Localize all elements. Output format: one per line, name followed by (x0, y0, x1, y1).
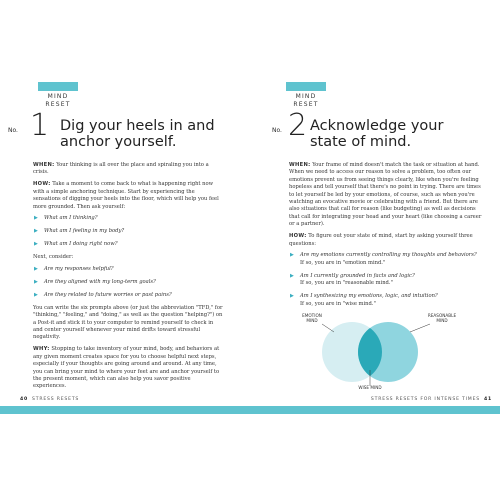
section-kicker (38, 93, 78, 108)
bottom-accent-bar (0, 406, 500, 414)
number-label: No. (8, 127, 18, 134)
kicker-line-1: MIND (47, 93, 69, 100)
triangle-bullet-icon: ▶ (290, 293, 294, 300)
page-number: 40 (20, 397, 28, 402)
emotion-mind-label-2: MIND (306, 318, 318, 323)
list-item: ▶ Are my responses helpful? (34, 266, 114, 273)
reset-number: 1 (30, 108, 50, 143)
reset-body (289, 162, 483, 313)
why-paragraph: WHY: Stopping to take inventory of your mind, body, and behaviors at any given moment creates space for you to choose helpful next steps, especially if your thoughts are going around and around. At any time, you can bring your mind to where your feet are and anchor yourself to the present moment, which can also help you savor positive experiences. (33, 346, 220, 390)
reset-title: Dig your heels in and anchor yourself. (60, 118, 215, 150)
list-item: ▶ What am I feeling in my body? (34, 228, 125, 235)
running-footer: STRESS RESETS FOR INTENSE TIMES (370, 397, 480, 402)
triangle-bullet-icon: ▶ (290, 252, 294, 259)
page-footer (20, 397, 79, 402)
section-tab (286, 82, 326, 91)
kicker-line-2: RESET (293, 100, 319, 108)
emotion-mind-label: EMOTION (302, 313, 322, 318)
list-item: ▶ Are they related to future worries or past pains? (34, 291, 172, 298)
reasonable-mind-pointer (410, 324, 430, 332)
question-list (33, 215, 223, 248)
list-item: ▶ Are my emotions currently controlling my thoughts and behaviors? If so, you are in "emotion mind." (290, 252, 477, 266)
reasonable-mind-label: REASONABLE (427, 313, 457, 318)
number-label: No. (272, 127, 282, 134)
triangle-bullet-icon: ▶ (290, 272, 294, 279)
reset-title: Acknowledge your state of mind. (310, 118, 444, 150)
triangle-bullet-icon: ▶ (34, 266, 38, 273)
list-item: ▶ Are they aligned with my long-term goals? (34, 278, 156, 285)
when-paragraph: WHEN: Your thinking is all over the place and spiraling you into a crisis. (33, 162, 209, 176)
how-paragraph: HOW: Take a moment to come back to what is happening right now with a simple anchoring technique. Start by experiencing the sensations of digging your heels into the floor, which will help you feel more grounded. Then ask yourself: (33, 181, 219, 210)
next-paragraph: Next, consider: (33, 254, 74, 261)
kicker-line-1: MIND (295, 93, 317, 100)
how-paragraph: HOW: To figure out your state of mind, start by asking yourself three questions: (289, 233, 473, 247)
list-item: ▶ Am I synthesizing my emotions, logic, and intuition? If so, you are in "wise mind." (290, 293, 438, 307)
triangle-bullet-icon: ▶ (34, 228, 38, 235)
triangle-bullet-icon: ▶ (34, 291, 38, 298)
running-footer: STRESS RESETS (32, 397, 80, 402)
triangle-bullet-icon: ▶ (34, 278, 38, 285)
state-of-mind-venn-diagram (260, 310, 492, 390)
kicker-line-2: RESET (45, 100, 71, 108)
tfd-paragraph: You can write the six prompts above (or just the abbreviation "TFD," for "thinking," "feeling," and "doing," as well as the question "helping?") on a Post-it and stick it to your computer to remind yourself to check in and center yourself whenever your mind drifts toward stressful negativity. (33, 304, 223, 341)
section-kicker (286, 93, 326, 108)
question-list (33, 266, 223, 299)
section-tab (38, 82, 78, 91)
reasonable-mind-label-2: MIND (436, 318, 448, 323)
list-item: ▶ What am I thinking? (34, 215, 98, 222)
page-number: 41 (484, 397, 492, 402)
page-footer (371, 397, 492, 402)
list-item: ▶ What am I doing right now? (34, 241, 118, 248)
reset-body (33, 162, 223, 395)
triangle-bullet-icon: ▶ (34, 241, 38, 248)
right-page (260, 0, 492, 500)
when-paragraph: WHEN: Your frame of mind doesn't match the task or situation at hand. When we need to access our reason to solve a problem, too often our emotions prevent us from seeing things clearly, like when you're feeling hopeless and tell yourself that there's no point in trying. There are times to let yourself be led by your emotions, of course, such as when you're watching an evocative movie or celebrating with a friend. But there are also situations that call for reason (like budgeting) as well as decisions that call for integrating your head and your heart (like choosing a career or a partner). (289, 162, 482, 228)
list-item: ▶ Am I currently grounded in facts and logic? If so, you are in "reasonable mind." (290, 272, 415, 287)
emotion-mind-pointer (322, 324, 334, 332)
left-page (8, 0, 240, 500)
question-list (289, 252, 483, 307)
reset-number: 2 (288, 108, 308, 143)
triangle-bullet-icon: ▶ (34, 215, 38, 222)
wise-mind-label: WISE MIND (358, 385, 382, 390)
